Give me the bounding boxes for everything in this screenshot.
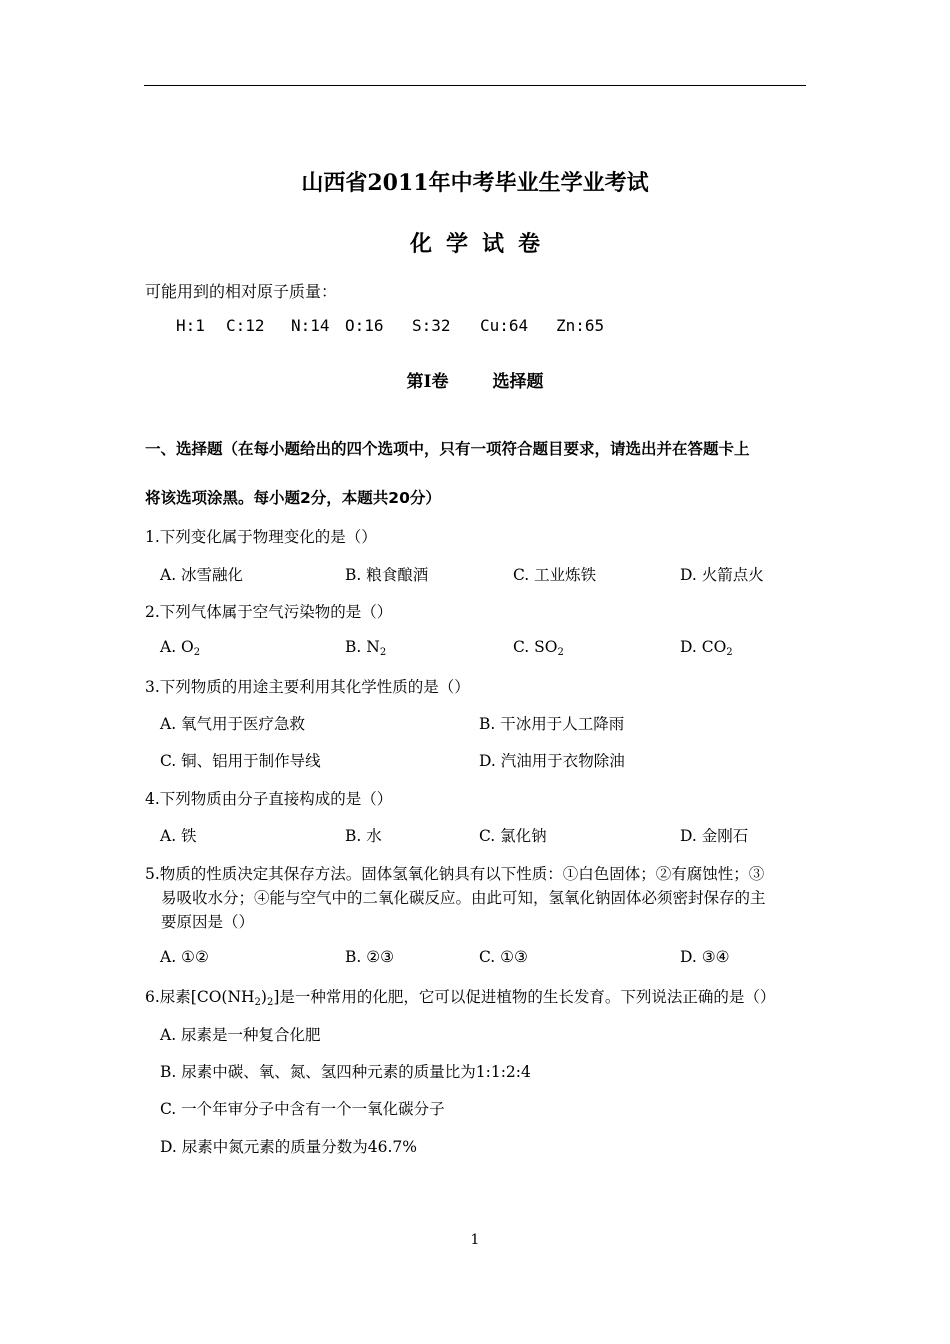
question-6-option-d[interactable]: D. 尿素中氮元素的质量分数为46.7% <box>160 1138 417 1156</box>
stem-subscript: 2 <box>266 997 274 1008</box>
question-2-option-d[interactable] <box>680 638 733 656</box>
question-3-option-b[interactable]: B. 干冰用于人工降雨 <box>479 715 625 733</box>
question-1-stem: 1.下列变化属于物理变化的是（） <box>145 528 377 546</box>
question-2-option-b[interactable] <box>345 638 386 656</box>
option-text: D. CO <box>680 638 727 656</box>
question-5-stem-line: 要原因是（） <box>161 913 255 931</box>
stem-part: ]是一种常用的化肥，它可以促进植物的生长发育。下列说法正确的是（） <box>273 988 776 1006</box>
page-number: 1 <box>470 1232 480 1248</box>
question-5-option-a[interactable]: A. ①② <box>160 948 209 966</box>
atomic-mass-item: O:16 <box>345 316 384 335</box>
question-3-stem: 3.下列物质的用途主要利用其化学性质的是（） <box>145 678 470 696</box>
question-3-option-d[interactable]: D. 汽油用于衣物除油 <box>479 752 625 770</box>
atomic-mass-item: C:12 <box>226 316 265 335</box>
question-5-stem-line: 5.物质的性质决定其保存方法。固体氢氧化钠具有以下性质：①白色固体；②有腐蚀性；③ <box>145 865 765 883</box>
option-text: B. N <box>345 638 380 656</box>
question-3-option-a[interactable]: A. 氧气用于医疗急救 <box>160 715 306 733</box>
question-6-option-a[interactable]: A. 尿素是一种复合化肥 <box>160 1026 321 1044</box>
option-subscript: 2 <box>379 647 387 658</box>
question-2-option-a[interactable] <box>160 638 200 656</box>
instructions-line-2: 将该选项涂黑。每小题2分，本题共20分） <box>145 489 441 507</box>
atomic-mass-list <box>176 316 604 335</box>
stem-subscript: 2 <box>254 997 261 1008</box>
question-5-stem <box>145 862 809 934</box>
question-3-option-c[interactable]: C. 铜、铝用于制作导线 <box>160 752 321 770</box>
question-5-option-c[interactable]: C. ①③ <box>479 948 528 966</box>
question-4-option-b[interactable]: B. 水 <box>345 827 382 845</box>
header-rule <box>144 85 806 86</box>
atomic-mass-item: N:14 <box>291 316 330 335</box>
exam-subtitle: 化学试卷 <box>409 232 554 257</box>
option-subscript: 2 <box>557 647 564 658</box>
question-1-option-d[interactable]: D. 火箭点火 <box>680 566 764 584</box>
question-4-option-d[interactable]: D. 金刚石 <box>680 827 749 845</box>
question-1-option-b[interactable]: B. 粮食酿酒 <box>345 566 429 584</box>
atomic-mass-label: 可能用到的相对原子质量： <box>145 282 338 301</box>
section-heading <box>0 367 950 392</box>
question-1-option-c[interactable]: C. 工业炼铁 <box>513 566 597 584</box>
question-1-option-a[interactable]: A. 冰雪融化 <box>160 566 244 584</box>
atomic-mass-item: H:1 <box>176 316 205 335</box>
question-5-option-d[interactable]: D. ③④ <box>680 948 730 966</box>
question-2-stem: 2.下列气体属于空气污染物的是（） <box>145 603 393 621</box>
question-2-option-c[interactable] <box>513 638 564 656</box>
section-name: 选择题 <box>492 372 544 392</box>
atomic-mass-item: S:32 <box>412 316 451 335</box>
section-volume: 第Ⅰ卷 <box>406 372 449 392</box>
question-5-stem-line: 易吸收水分；④能与空气中的二氧化碳反应。由此可知，氢氧化钠固体必须密封保存的主 <box>161 889 766 907</box>
question-6-option-b[interactable]: B. 尿素中碳、氧、氮、氢四种元素的质量比为1:1:2:4 <box>160 1063 531 1081</box>
option-subscript: 2 <box>726 647 733 658</box>
atomic-mass-item: Cu:64 <box>480 316 529 335</box>
stem-part: 6.尿素[CO(NH <box>145 988 255 1006</box>
exam-title: 山西省2011年中考毕业生学业考试 <box>301 170 649 196</box>
atomic-mass-item: Zn:65 <box>556 316 605 335</box>
option-subscript: 2 <box>193 647 201 658</box>
question-4-option-c[interactable]: C. 氯化钠 <box>479 827 547 845</box>
stem-part: ) <box>260 988 267 1006</box>
question-5-option-b[interactable]: B. ②③ <box>345 948 395 966</box>
option-text: C. SO <box>513 638 558 656</box>
question-4-stem: 4.下列物质由分子直接构成的是（） <box>145 790 393 808</box>
instructions-line-1: 一、选择题（在每小题给出的四个选项中，只有一项符合题目要求，请选出并在答题卡上 <box>145 440 750 458</box>
question-4-option-a[interactable]: A. 铁 <box>160 827 197 845</box>
question-6-stem <box>145 985 775 1007</box>
option-text: A. O <box>160 638 194 656</box>
question-6-option-c[interactable]: C. 一个年审分子中含有一个一氧化碳分子 <box>160 1100 445 1118</box>
